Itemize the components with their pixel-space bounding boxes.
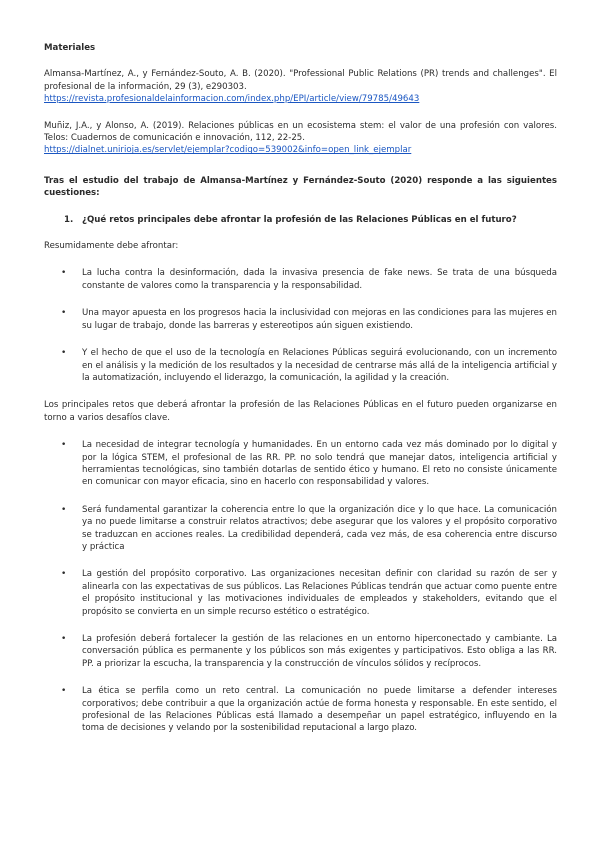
bullet-icon: • bbox=[61, 348, 67, 359]
question-list bbox=[44, 214, 557, 226]
reference-2-text: Muñiz, J.A., y Alonso, A. (2019). Relaciones públicas en un ecosistema stem: el valor de una profesión con valores. Telos: Cuadernos de comunicación e innovación, 112, 22-25. bbox=[44, 120, 557, 144]
main-bullet: • La necesidad de integrar tecnología y humanidades. En un entorno cada vez más dominado por lo digital y por la lógica STEM, el profesional de las RR. PP. no solo tendrá que manejar datos, inteligencia artificial y herramientas tecnológicas, sino también dotarlas de sentido ético y humano. El reto no consiste únicamente en comunicar con mayor eficacia, sino en hacerlo con responsabilidad y valores. bbox=[61, 440, 557, 488]
question-item bbox=[44, 214, 557, 226]
reference-2-link[interactable]: https://dialnet.unirioja.es/servlet/ejemplar?codigo=539002&info=open_link_ejemplar bbox=[44, 145, 412, 156]
reference-1-text: Almansa-Martínez, A., y Fernández-Souto, A. B. (2020). "Professional Public Relations (PR) trends and challenges". El profesional de la información, 29 (3), e290303. bbox=[44, 69, 557, 92]
bullet-icon: • bbox=[61, 504, 67, 515]
task-intro: Tras el estudio del trabajo de Almansa-Martínez y Fernández-Souto (2020) responde a las siguientes cuestiones: bbox=[44, 175, 557, 199]
summary-bullet: • Una mayor apuesta en los progresos hacia la inclusividad con mejoras en las condiciones para las mujeres en su lugar de trabajo, donde las barreras y estereotipos aún siguen existiendo. bbox=[61, 308, 557, 331]
main-bullet: • La ética se perfila como un reto central. La comunicación no puede limitarse a defender intereses corporativos; debe contribuir a que la organización actúe de forma honesta y responsable. En este sentido, el profesional de las Relaciones Públicas está llamado a desempeñar un papel estratégico, influyendo en la toma de decisiones y velando por la sostenibilidad reputacional a largo plazo. bbox=[61, 686, 557, 734]
reference-1 bbox=[44, 68, 557, 105]
document-page bbox=[44, 42, 557, 750]
main-intro: Los principales retos que deberá afrontar la profesión de las Relaciones Públicas en el futuro pueden organizarse en torno a varios desafíos clave. bbox=[44, 400, 557, 423]
summary-intro: Resumidamente debe afrontar: bbox=[44, 241, 179, 252]
main-bullet-list bbox=[44, 439, 557, 735]
summary-bullet: • Y el hecho de que el uso de la tecnología en Relaciones Públicas seguirá evolucionando, con un incremento en el análisis y la medición de los resultados y la necesidad de centrarse más allá de la inteligencia artificial y la automatización, incluyendo el liderazgo, la comunicación, la agilidad y la creación. bbox=[61, 348, 557, 383]
bullet-icon: • bbox=[61, 569, 67, 580]
main-bullet: • La gestión del propósito corporativo. Las organizaciones necesitan definir con claridad su razón de ser y alinearla con las expectativas de sus públicos. Las Relaciones Públicas tendrán que actuar como puente entre el propósito institucional y las motivaciones individuales de empleados y stakeholders, evitando que el propósito se convierta en un simple recurso estético o estratégico. bbox=[61, 569, 557, 617]
materials-heading: Materiales bbox=[44, 43, 96, 53]
bullet-icon: • bbox=[61, 308, 67, 319]
reference-1-link[interactable]: https://revista.profesionaldelainformacion.com/index.php/EPI/article/view/79785/49643 bbox=[44, 94, 420, 105]
main-bullet: • Será fundamental garantizar la coherencia entre lo que la organización dice y lo que hace. La comunicación ya no puede limitarse a construir relatos atractivos; debe asegurar que los valores y el propósito corporativo se traduzcan en acciones reales. La credibilidad dependerá, cada vez más, de esa coherencia entre discurso y práctica bbox=[61, 504, 557, 552]
summary-bullet-list bbox=[44, 267, 557, 384]
question-number: 1. bbox=[64, 214, 74, 225]
bullet-icon: • bbox=[61, 634, 67, 644]
bullet-icon: • bbox=[61, 440, 67, 451]
reference-2 bbox=[44, 120, 557, 157]
bullet-icon: • bbox=[61, 268, 67, 279]
question-text: ¿Qué retos principales debe afrontar la profesión de las Relaciones Públicas en el futuro? bbox=[82, 214, 517, 225]
main-bullet: • La profesión deberá fortalecer la gestión de las relaciones en un entorno hiperconectado y cambiante. La conversación pública es permanente y los públicos son más exigentes y participativos. Esto obliga a las RR. PP. a priorizar la escucha, la transparencia y la construcción de vínculos sólidos y recíprocos. bbox=[61, 634, 557, 669]
summary-bullet: • La lucha contra la desinformación, dada la invasiva presencia de fake news. Se trata de una búsqueda constante de valores como la transparencia y la responsabilidad. bbox=[61, 268, 557, 291]
bullet-icon: • bbox=[61, 686, 67, 697]
